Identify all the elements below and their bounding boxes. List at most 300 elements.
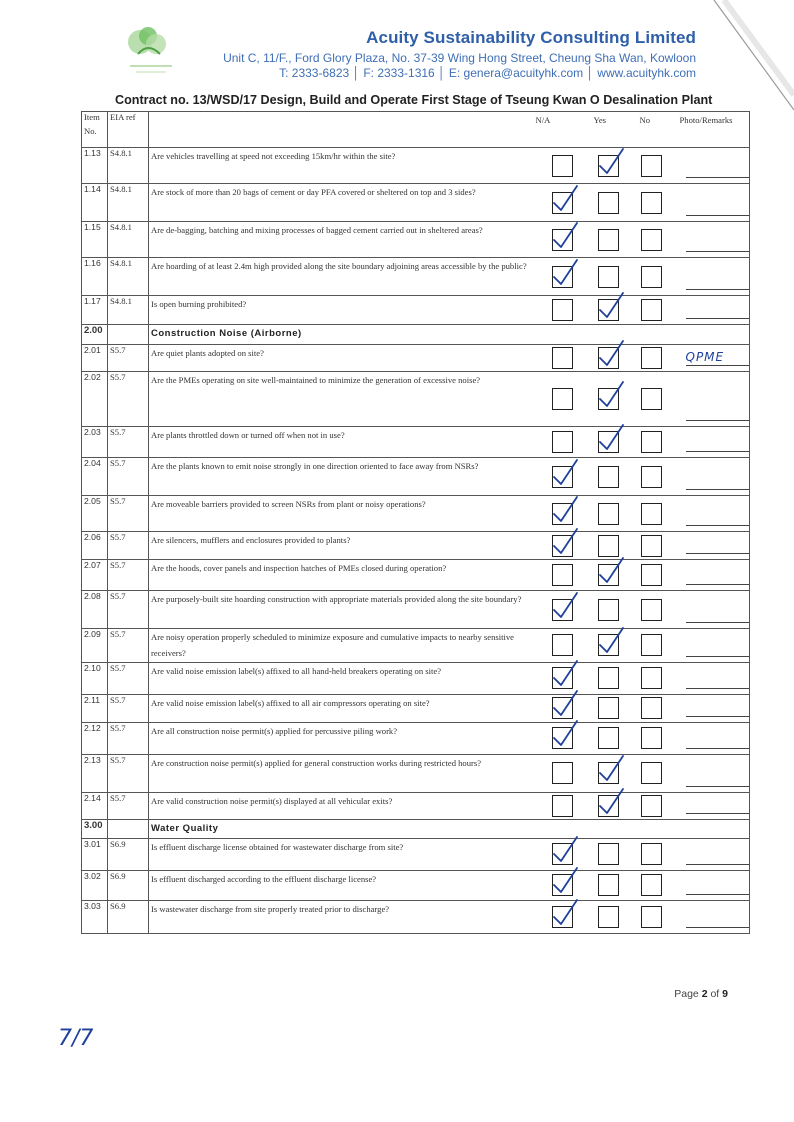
eia-ref-text: S5.7	[110, 496, 126, 506]
question-text: Is open burning prohibited?	[151, 299, 247, 309]
answer-cell	[536, 662, 750, 694]
section-number	[82, 325, 108, 345]
checkbox-na[interactable]	[552, 843, 573, 865]
question-cell	[149, 184, 536, 222]
question-text: Are valid noise emission label(s) affixed to all hand-held breakers operating on site?	[151, 665, 442, 676]
photo-remark-field[interactable]	[686, 489, 750, 490]
answer-cell	[536, 560, 750, 591]
checkbox-no[interactable]	[641, 347, 662, 369]
item-number	[82, 900, 108, 933]
item-number-text: 1.16	[84, 258, 101, 268]
section-title: Construction Noise (Airborne)	[151, 328, 302, 339]
question-text: Are valid construction noise permit(s) displayed at all vehicular exits?	[151, 795, 393, 806]
checkbox-yes[interactable]	[598, 634, 619, 656]
question-text: Are hoarding of at least 2.4m high provided along the site boundary adjoining areas accessible by the public?	[151, 261, 527, 271]
company-logo	[118, 22, 184, 78]
answer-cell	[536, 258, 750, 296]
item-number	[82, 372, 108, 427]
question-text: Are the hoods, cover panels and inspection hatches of PMEs closed during operation?	[151, 563, 447, 573]
item-number	[82, 754, 108, 792]
table-row	[82, 694, 750, 722]
answer-cell	[536, 838, 750, 870]
table-row	[82, 560, 750, 591]
answer-checkboxes	[536, 634, 750, 656]
answer-cell	[536, 532, 750, 560]
eia-ref	[108, 296, 149, 325]
checkbox-na[interactable]	[552, 634, 573, 656]
item-number	[82, 694, 108, 722]
checkmark-icon	[597, 754, 625, 784]
photo-remark-field[interactable]	[686, 553, 750, 554]
checkbox-yes[interactable]	[598, 155, 619, 177]
answer-cell	[536, 629, 750, 663]
checkbox-yes[interactable]	[598, 564, 619, 586]
photo-remark-field[interactable]	[686, 451, 750, 452]
item-number-text: 2.09	[84, 629, 101, 639]
answer-checkboxes	[536, 906, 750, 928]
checkbox-na[interactable]	[552, 535, 573, 557]
answer-cell	[536, 184, 750, 222]
checkbox-no[interactable]	[641, 762, 662, 784]
eia-ref-text: S4.8.1	[110, 184, 132, 194]
question-cell	[149, 148, 536, 184]
photo-remark-field[interactable]	[686, 177, 750, 178]
checkbox-yes[interactable]	[598, 229, 619, 251]
item-number-text: 1.13	[84, 148, 101, 158]
table-row	[82, 629, 750, 663]
answer-cell	[536, 722, 750, 754]
question-text: Are noisy operation properly scheduled to minimize exposure and cumulative impacts to nearby sensitive receivers?	[151, 632, 514, 659]
question-cell	[149, 900, 536, 933]
eia-ref	[108, 148, 149, 184]
contract-title: Contract no. 13/WSD/17 Design, Build and Operate First Stage of Tseung Kwan O Desalination Plant	[115, 93, 713, 107]
checkmark-icon	[551, 898, 579, 928]
checkbox-no[interactable]	[641, 388, 662, 410]
checkbox-na[interactable]	[552, 795, 573, 817]
col-header-na: N/A	[535, 115, 551, 125]
eia-ref-text: S4.8.1	[110, 222, 132, 232]
checkmark-icon	[551, 527, 579, 557]
eia-ref-text: S6.9	[110, 870, 126, 881]
photo-remark-field[interactable]	[686, 716, 750, 717]
page-number	[674, 988, 728, 1000]
question-text: Are all construction noise permit(s) applied for percussive piling work?	[151, 725, 398, 736]
answer-cell	[536, 345, 750, 372]
item-number-text: 3.02	[84, 870, 101, 881]
checkbox-na[interactable]	[552, 155, 573, 177]
photo-remark-field[interactable]	[686, 894, 750, 895]
checkbox-no[interactable]	[641, 874, 662, 896]
item-number	[82, 792, 108, 819]
item-number-text: 2.10	[84, 662, 101, 673]
checkbox-na[interactable]	[552, 727, 573, 749]
question-text: Are silencers, mufflers and enclosures provided to plants?	[151, 535, 351, 545]
question-text: Are construction noise permit(s) applied for general construction works during restricted hours?	[151, 757, 482, 768]
photo-remark-field[interactable]	[686, 656, 750, 657]
eia-ref	[108, 722, 149, 754]
checkmark-icon	[551, 495, 579, 525]
question-cell	[149, 345, 536, 372]
checkmark-icon	[551, 689, 579, 719]
col-header-no: No	[639, 115, 651, 125]
table-row	[82, 496, 750, 532]
section-number-text: 2.00	[84, 325, 103, 336]
eia-ref-text: S5.7	[110, 532, 126, 542]
checkbox-yes[interactable]	[598, 599, 619, 621]
eia-ref	[108, 629, 149, 663]
answer-checkboxes	[536, 466, 750, 488]
checkbox-no[interactable]	[641, 431, 662, 453]
table-row	[82, 345, 750, 372]
checkbox-na[interactable]	[552, 503, 573, 525]
question-text: Are quiet plants adopted on site?	[151, 348, 264, 358]
eia-ref	[108, 792, 149, 819]
answer-cell	[536, 458, 750, 496]
section-title: Water Quality	[151, 822, 219, 834]
item-number	[82, 870, 108, 900]
checkmark-icon	[551, 835, 579, 865]
checkbox-yes[interactable]	[598, 347, 619, 369]
question-cell	[149, 560, 536, 591]
table-row	[82, 870, 750, 900]
checkbox-yes[interactable]	[598, 503, 619, 525]
checkmark-icon	[551, 221, 579, 251]
table-row	[82, 148, 750, 184]
eia-ref-text: S5.7	[110, 345, 126, 355]
checkmark-icon	[597, 291, 625, 321]
eia-ref-text: S6.9	[110, 838, 126, 849]
answer-checkboxes	[536, 599, 750, 621]
checkbox-na[interactable]	[552, 347, 573, 369]
question-cell	[149, 258, 536, 296]
item-number-text: 2.06	[84, 532, 101, 542]
question-cell	[149, 222, 536, 258]
item-number	[82, 838, 108, 870]
checkbox-no[interactable]	[641, 299, 662, 321]
col-header-photo: Photo/Remarks	[679, 115, 733, 125]
eia-ref-text: S5.7	[110, 458, 126, 468]
answer-checkboxes	[536, 155, 750, 177]
checkbox-yes[interactable]	[598, 431, 619, 453]
item-number	[82, 296, 108, 325]
photo-remark-field[interactable]	[686, 622, 750, 623]
item-number	[82, 662, 108, 694]
checkbox-no[interactable]	[641, 843, 662, 865]
eia-ref-text: S5.7	[110, 694, 126, 705]
checkbox-na[interactable]	[552, 466, 573, 488]
checkbox-no[interactable]	[641, 192, 662, 214]
checkbox-na[interactable]	[552, 697, 573, 719]
company-contact: T: 2333-6823 │ F: 2333-1316 │ E: genera@acuityhk.com │ www.acuityhk.com	[279, 66, 696, 80]
answer-checkboxes	[536, 667, 750, 689]
checkbox-yes[interactable]	[598, 762, 619, 784]
question-cell	[149, 792, 536, 819]
answer-checkboxes	[536, 388, 750, 410]
eia-ref	[108, 184, 149, 222]
question-cell	[149, 532, 536, 560]
checkbox-yes[interactable]	[598, 843, 619, 865]
checkbox-yes[interactable]	[598, 727, 619, 749]
item-number	[82, 427, 108, 458]
checkbox-no[interactable]	[641, 266, 662, 288]
table-row	[82, 372, 750, 427]
eia-ref	[108, 458, 149, 496]
eia-ref	[108, 870, 149, 900]
eia-ref	[108, 532, 149, 560]
photo-remark-field[interactable]	[686, 927, 750, 928]
checkmark-icon	[597, 556, 625, 586]
checkbox-yes[interactable]	[598, 266, 619, 288]
photo-remark-field[interactable]	[686, 813, 750, 814]
photo-remark-text: QPME	[685, 350, 725, 364]
question-text: Are valid noise emission label(s) affixed to all air compressors operating on site?	[151, 697, 430, 708]
col-header-no: No.	[84, 126, 97, 136]
checkbox-na[interactable]	[552, 599, 573, 621]
table-row	[82, 900, 750, 933]
company-address: Unit C, 11/F., Ford Glory Plaza, No. 37-39 Wing Hong Street, Cheung Sha Wan, Kowloon	[223, 51, 696, 65]
item-number	[82, 532, 108, 560]
checkbox-na[interactable]	[552, 192, 573, 214]
answer-cell	[536, 372, 750, 427]
checkbox-no[interactable]	[641, 795, 662, 817]
photo-remark-field[interactable]	[686, 748, 750, 749]
checkbox-yes[interactable]	[598, 667, 619, 689]
section-row	[82, 325, 750, 345]
item-number	[82, 184, 108, 222]
eia-ref	[108, 345, 149, 372]
eia-ref-text: S5.7	[110, 560, 126, 570]
item-number	[82, 560, 108, 591]
item-number-text: 2.14	[84, 792, 101, 803]
checkbox-yes[interactable]	[598, 874, 619, 896]
answer-checkboxes	[536, 843, 750, 865]
section-number-text: 3.00	[84, 819, 103, 831]
checkbox-no[interactable]	[641, 229, 662, 251]
eia-ref	[108, 496, 149, 532]
checkmark-icon	[597, 380, 625, 410]
checkbox-no[interactable]	[641, 697, 662, 719]
table-row	[82, 662, 750, 694]
section-number	[82, 819, 108, 838]
eia-ref	[108, 591, 149, 629]
photo-remark-field[interactable]	[686, 584, 750, 585]
item-number	[82, 458, 108, 496]
table-row	[82, 222, 750, 258]
checkmark-icon	[551, 458, 579, 488]
checkbox-na[interactable]	[552, 299, 573, 321]
checkbox-no[interactable]	[641, 906, 662, 928]
question-cell	[149, 870, 536, 900]
checkbox-no[interactable]	[641, 667, 662, 689]
checkbox-no[interactable]	[641, 634, 662, 656]
checkbox-yes[interactable]	[598, 795, 619, 817]
question-cell	[149, 496, 536, 532]
photo-remark-field[interactable]	[686, 289, 750, 290]
question-cell	[149, 591, 536, 629]
answer-cell	[536, 296, 750, 325]
answer-checkboxes	[536, 503, 750, 525]
item-number	[82, 345, 108, 372]
checkbox-na[interactable]	[552, 229, 573, 251]
eia-ref	[108, 754, 149, 792]
answer-cell	[536, 754, 750, 792]
question-cell	[149, 838, 536, 870]
company-header	[223, 28, 696, 80]
item-number	[82, 591, 108, 629]
answer-checkboxes	[536, 564, 750, 586]
photo-remark-field[interactable]	[686, 251, 750, 252]
photo-remark-field[interactable]	[686, 864, 750, 865]
question-cell	[149, 629, 536, 663]
question-text: Is effluent discharge license obtained for wastewater discharge from site?	[151, 841, 404, 852]
question-cell	[149, 372, 536, 427]
checkbox-na[interactable]	[552, 431, 573, 453]
question-text: Is effluent discharged according to the effluent discharge license?	[151, 873, 377, 884]
checkmark-icon	[597, 147, 625, 177]
photo-remark-field[interactable]	[686, 688, 750, 689]
table-row	[82, 427, 750, 458]
checkbox-na[interactable]	[552, 388, 573, 410]
table-row	[82, 258, 750, 296]
table-row	[82, 184, 750, 222]
question-cell	[149, 694, 536, 722]
table-row	[82, 754, 750, 792]
checkbox-no[interactable]	[641, 564, 662, 586]
checkmark-icon	[597, 423, 625, 453]
photo-remark-field[interactable]	[686, 318, 750, 319]
checkbox-na[interactable]	[552, 266, 573, 288]
eia-ref	[108, 694, 149, 722]
answer-cell	[536, 427, 750, 458]
checkmark-icon	[551, 258, 579, 288]
photo-remark-field[interactable]	[686, 525, 750, 526]
answer-cell	[536, 591, 750, 629]
answer-checkboxes	[536, 727, 750, 749]
answer-cell	[536, 900, 750, 933]
checkbox-yes[interactable]	[598, 697, 619, 719]
photo-remark-field[interactable]	[686, 420, 750, 421]
handwritten-note: 7/7	[58, 1026, 94, 1051]
eia-ref-text: S5.7	[110, 427, 126, 437]
page-current: 2	[701, 988, 708, 1000]
checkbox-na[interactable]	[552, 906, 573, 928]
eia-ref	[108, 222, 149, 258]
checkbox-na[interactable]	[552, 564, 573, 586]
eia-ref	[108, 662, 149, 694]
checkbox-yes[interactable]	[598, 535, 619, 557]
table-row	[82, 792, 750, 819]
photo-remark-field[interactable]	[686, 365, 750, 366]
checkbox-no[interactable]	[641, 155, 662, 177]
item-number	[82, 222, 108, 258]
question-text: Are the plants known to emit noise strongly in one direction oriented to face away from NSRs?	[151, 461, 479, 471]
checkbox-yes[interactable]	[598, 466, 619, 488]
checkbox-no[interactable]	[641, 503, 662, 525]
item-number-text: 1.15	[84, 222, 101, 232]
item-number-text: 2.12	[84, 722, 101, 733]
page-corner-fold	[704, 0, 794, 110]
item-number-text: 2.08	[84, 591, 101, 601]
eia-ref-text: S4.8.1	[110, 296, 132, 306]
checkbox-na[interactable]	[552, 762, 573, 784]
question-text: Are de-bagging, batching and mixing processes of bagged cement carried out in sheltered areas?	[151, 225, 483, 235]
question-text: Are vehicles travelling at speed not exceeding 15km/hr within the site?	[151, 151, 396, 161]
answer-cell	[536, 694, 750, 722]
answer-checkboxes	[536, 762, 750, 784]
item-number	[82, 496, 108, 532]
eia-ref-text: S5.7	[110, 372, 126, 382]
table-row	[82, 458, 750, 496]
eia-ref	[108, 372, 149, 427]
eia-ref-text: S6.9	[110, 900, 126, 911]
question-text: Are the PMEs operating on site well-maintained to minimize the generation of excessive noise?	[151, 375, 481, 385]
photo-remark-field[interactable]	[686, 215, 750, 216]
eia-ref-text: S4.8.1	[110, 258, 132, 268]
eia-ref-text: S5.7	[110, 591, 126, 601]
checkbox-yes[interactable]	[598, 388, 619, 410]
question-cell	[149, 296, 536, 325]
eia-ref-text: S5.7	[110, 722, 126, 733]
checkbox-no[interactable]	[641, 466, 662, 488]
eia-ref	[108, 900, 149, 933]
checkmark-icon	[551, 591, 579, 621]
eia-ref	[108, 838, 149, 870]
col-header-item: Item	[84, 112, 100, 122]
eia-ref-text: S5.7	[110, 629, 126, 639]
item-number-text: 2.11	[84, 694, 101, 705]
page-of: of	[710, 988, 720, 1000]
table-row	[82, 532, 750, 560]
photo-remark-field[interactable]	[686, 786, 750, 787]
question-text: Are stock of more than 20 bags of cement or day PFA covered or sheltered on top and 3 sides?	[151, 187, 476, 197]
checkbox-no[interactable]	[641, 535, 662, 557]
checkmark-icon	[597, 626, 625, 656]
checkmark-icon	[551, 184, 579, 214]
answer-cell	[536, 148, 750, 184]
eia-ref-text: S5.7	[110, 662, 126, 673]
item-number-text: 3.03	[84, 900, 101, 911]
table-header-row	[82, 112, 750, 148]
answer-checkboxes	[536, 229, 750, 251]
question-text: Are purposely-built site hoarding construction with appropriate materials provided along the site boundary?	[151, 594, 522, 604]
checkbox-na[interactable]	[552, 874, 573, 896]
question-cell	[149, 754, 536, 792]
checklist-table	[81, 111, 750, 934]
checkbox-yes[interactable]	[598, 299, 619, 321]
checkbox-no[interactable]	[641, 727, 662, 749]
checkbox-yes[interactable]	[598, 906, 619, 928]
table-row	[82, 722, 750, 754]
item-number	[82, 148, 108, 184]
page-total: 9	[722, 988, 728, 1000]
company-name: Acuity Sustainability Consulting Limited	[366, 28, 696, 47]
checkbox-na[interactable]	[552, 667, 573, 689]
checkbox-no[interactable]	[641, 599, 662, 621]
item-number	[82, 629, 108, 663]
item-number-text: 3.01	[84, 838, 101, 849]
answer-cell	[536, 222, 750, 258]
item-number-text: 2.03	[84, 427, 101, 437]
answer-cell	[536, 792, 750, 819]
eia-ref	[108, 427, 149, 458]
eia-ref	[108, 560, 149, 591]
eia-ref-text: S4.8.1	[110, 148, 132, 158]
answer-cell	[536, 496, 750, 532]
question-text: Are plants throttled down or turned off when not in use?	[151, 430, 345, 440]
checkbox-yes[interactable]	[598, 192, 619, 214]
col-header-yes: Yes	[593, 115, 607, 125]
item-number-text: 2.02	[84, 372, 101, 382]
